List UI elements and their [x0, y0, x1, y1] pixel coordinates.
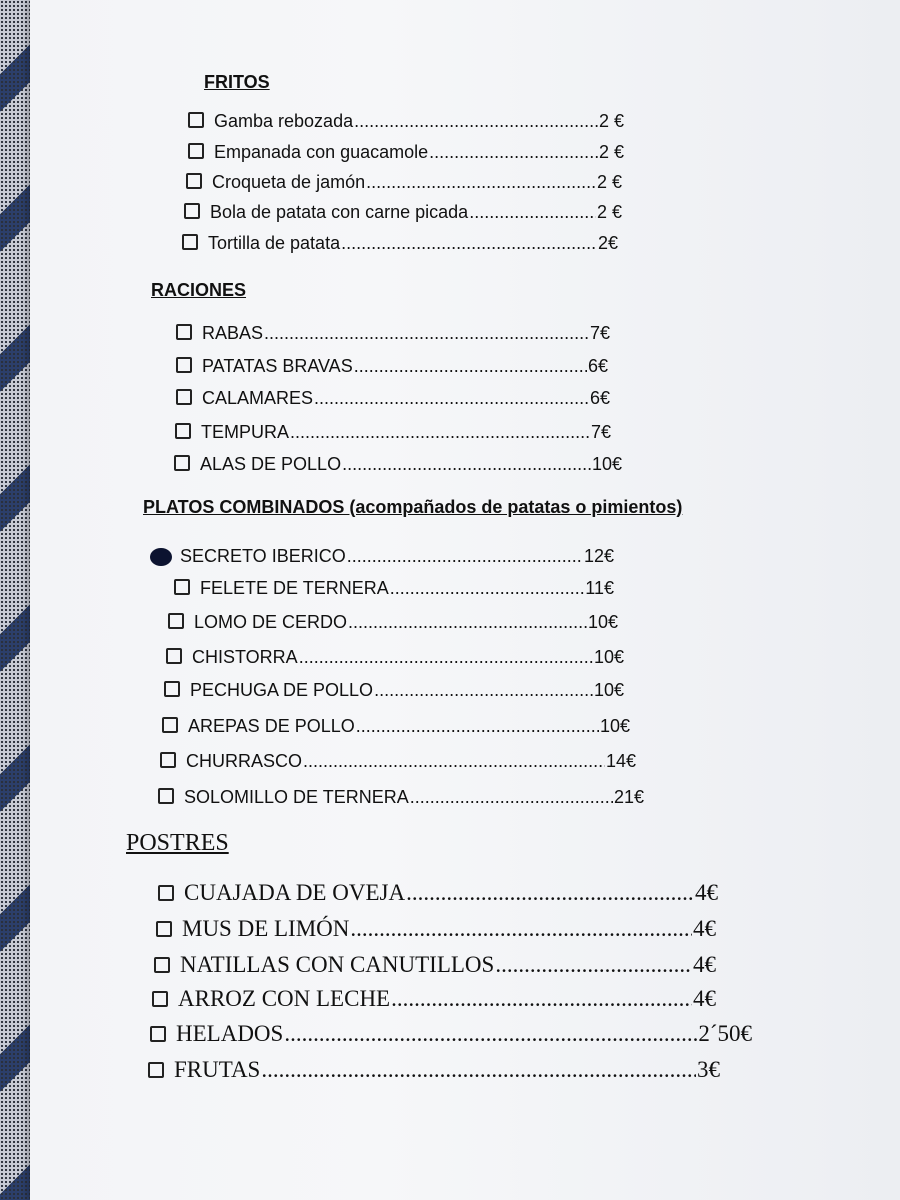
dot-leader [406, 880, 694, 906]
checkbox[interactable] [150, 1026, 166, 1042]
checkbox[interactable] [174, 455, 190, 471]
dot-leader [469, 201, 596, 223]
dot-leader [341, 232, 597, 254]
menu-item[interactable] [158, 880, 718, 906]
checkbox[interactable] [182, 234, 198, 250]
checkbox[interactable] [152, 991, 168, 1007]
menu-item[interactable] [174, 453, 622, 475]
item-price: 4€ [695, 880, 718, 905]
menu-item[interactable] [176, 387, 610, 409]
item-name: Bola de patata con carne picada [210, 202, 469, 222]
menu-item[interactable] [148, 1057, 720, 1083]
dot-leader [410, 786, 613, 808]
item-name: MUS DE LIMÓN [182, 916, 350, 941]
dot-leader [314, 387, 589, 409]
menu-item[interactable] [158, 544, 614, 567]
item-price: 10€ [593, 647, 624, 667]
checkbox[interactable] [176, 389, 192, 405]
item-name: CUAJADA DE OVEJA [184, 880, 406, 905]
item-name: Empanada con guacamole [214, 142, 429, 162]
item-name: TEMPURA [201, 422, 290, 442]
checkbox[interactable] [160, 752, 176, 768]
dot-leader [342, 453, 591, 475]
item-name: CALAMARES [202, 388, 314, 408]
checkbox[interactable] [188, 112, 204, 128]
checkbox[interactable] [158, 788, 174, 804]
menu-item[interactable] [174, 577, 614, 599]
dot-leader [350, 916, 692, 942]
item-price: 4€ [693, 952, 716, 977]
menu-item[interactable] [160, 750, 636, 772]
dot-leader [261, 1057, 696, 1083]
menu-item[interactable] [175, 421, 611, 443]
item-name: SOLOMILLO DE TERNERA [184, 787, 409, 807]
checkbox[interactable] [186, 173, 202, 189]
menu-item[interactable] [182, 232, 618, 254]
menu-item[interactable] [156, 916, 716, 942]
dot-leader [299, 646, 593, 668]
item-price: 7€ [589, 323, 610, 343]
dot-leader [354, 110, 598, 132]
item-price: 3€ [697, 1057, 720, 1082]
checkbox[interactable] [166, 648, 182, 664]
item-price: 21€ [613, 787, 644, 807]
section-title-fritos: FRITOS [204, 72, 270, 92]
checkbox[interactable] [148, 1062, 164, 1078]
checkbox[interactable] [176, 324, 192, 340]
dot-leader [290, 421, 590, 443]
dot-leader [303, 750, 605, 772]
item-price: 11€ [585, 578, 614, 598]
item-price: 6€ [589, 388, 610, 408]
menu-item[interactable] [176, 355, 608, 377]
item-name: LOMO DE CERDO [194, 612, 348, 632]
item-name: FRUTAS [174, 1057, 261, 1082]
item-price: 10€ [593, 680, 624, 700]
item-name: ARROZ CON LECHE [178, 986, 391, 1011]
item-name: RABAS [202, 323, 264, 343]
checkbox[interactable] [175, 423, 191, 439]
item-price: 10€ [591, 454, 622, 474]
item-price: 14€ [605, 751, 636, 771]
dot-leader [366, 171, 596, 193]
dot-leader [374, 679, 593, 701]
item-price: 6€ [587, 356, 608, 376]
dot-leader [391, 986, 692, 1012]
checkbox[interactable] [188, 143, 204, 159]
item-price: 2´50€ [698, 1021, 752, 1046]
checkbox[interactable] [154, 957, 170, 973]
dot-leader [354, 355, 587, 377]
checkbox[interactable] [174, 579, 190, 595]
item-price: 2 € [598, 142, 624, 162]
item-name: NATILLAS CON CANUTILLOS [180, 952, 495, 977]
menu-item[interactable] [176, 322, 610, 344]
checkbox[interactable] [176, 357, 192, 373]
item-name: CHURRASCO [186, 751, 303, 771]
checkbox[interactable] [158, 885, 174, 901]
checkbox[interactable] [184, 203, 200, 219]
item-price: 4€ [693, 916, 716, 941]
item-name: Tortilla de patata [208, 233, 341, 253]
menu-item[interactable] [188, 141, 624, 163]
checkbox-marked[interactable] [150, 548, 172, 566]
checkbox[interactable] [162, 717, 178, 733]
item-price: 2 € [596, 202, 622, 222]
item-price: 2 € [598, 111, 624, 131]
menu-item[interactable] [184, 201, 622, 223]
dot-leader [284, 1021, 697, 1047]
menu-item[interactable] [158, 786, 644, 808]
item-price: 10€ [587, 612, 618, 632]
dot-leader [356, 715, 599, 737]
item-price: 10€ [599, 716, 630, 736]
dot-leader [390, 577, 585, 599]
item-price: 12€ [583, 546, 614, 566]
item-price: 2 € [596, 172, 622, 192]
dot-leader [264, 322, 589, 344]
dot-leader [429, 141, 598, 163]
section-title-platos-combinados: PLATOS COMBINADOS (acompañados de patatas o pimientos) [143, 497, 683, 517]
item-name: HELADOS [176, 1021, 284, 1046]
item-name: AREPAS DE POLLO [188, 716, 355, 736]
section-title-raciones: RACIONES [151, 280, 247, 300]
menu-item[interactable] [166, 646, 624, 668]
item-name: PECHUGA DE POLLO [190, 680, 374, 700]
item-name: CHISTORRA [192, 647, 298, 667]
dot-leader [347, 545, 583, 567]
item-name: SECRETO IBERICO [180, 546, 346, 566]
menu-item[interactable] [152, 986, 716, 1012]
menu-item[interactable] [164, 679, 624, 701]
item-name: Croqueta de jamón [212, 172, 366, 192]
item-price: 7€ [590, 422, 611, 442]
item-price: 4€ [693, 986, 716, 1011]
checkbox[interactable] [156, 921, 172, 937]
item-name: Gamba rebozada [214, 111, 354, 131]
menu-sheet [30, 0, 900, 1200]
menu-item[interactable] [186, 171, 622, 193]
dot-leader [348, 611, 587, 633]
menu-item[interactable] [150, 1021, 752, 1047]
item-name: FELETE DE TERNERA [200, 578, 389, 598]
section-title-postres: POSTRES [126, 830, 229, 856]
menu-item[interactable] [168, 611, 618, 633]
menu-item[interactable] [154, 952, 716, 978]
dot-leader [495, 952, 692, 978]
item-price: 2€ [597, 233, 618, 253]
checkbox[interactable] [168, 613, 184, 629]
item-name: ALAS DE POLLO [200, 454, 342, 474]
menu-item[interactable] [162, 715, 630, 737]
item-name: PATATAS BRAVAS [202, 356, 353, 376]
menu-item[interactable] [188, 110, 624, 132]
checkbox[interactable] [164, 681, 180, 697]
